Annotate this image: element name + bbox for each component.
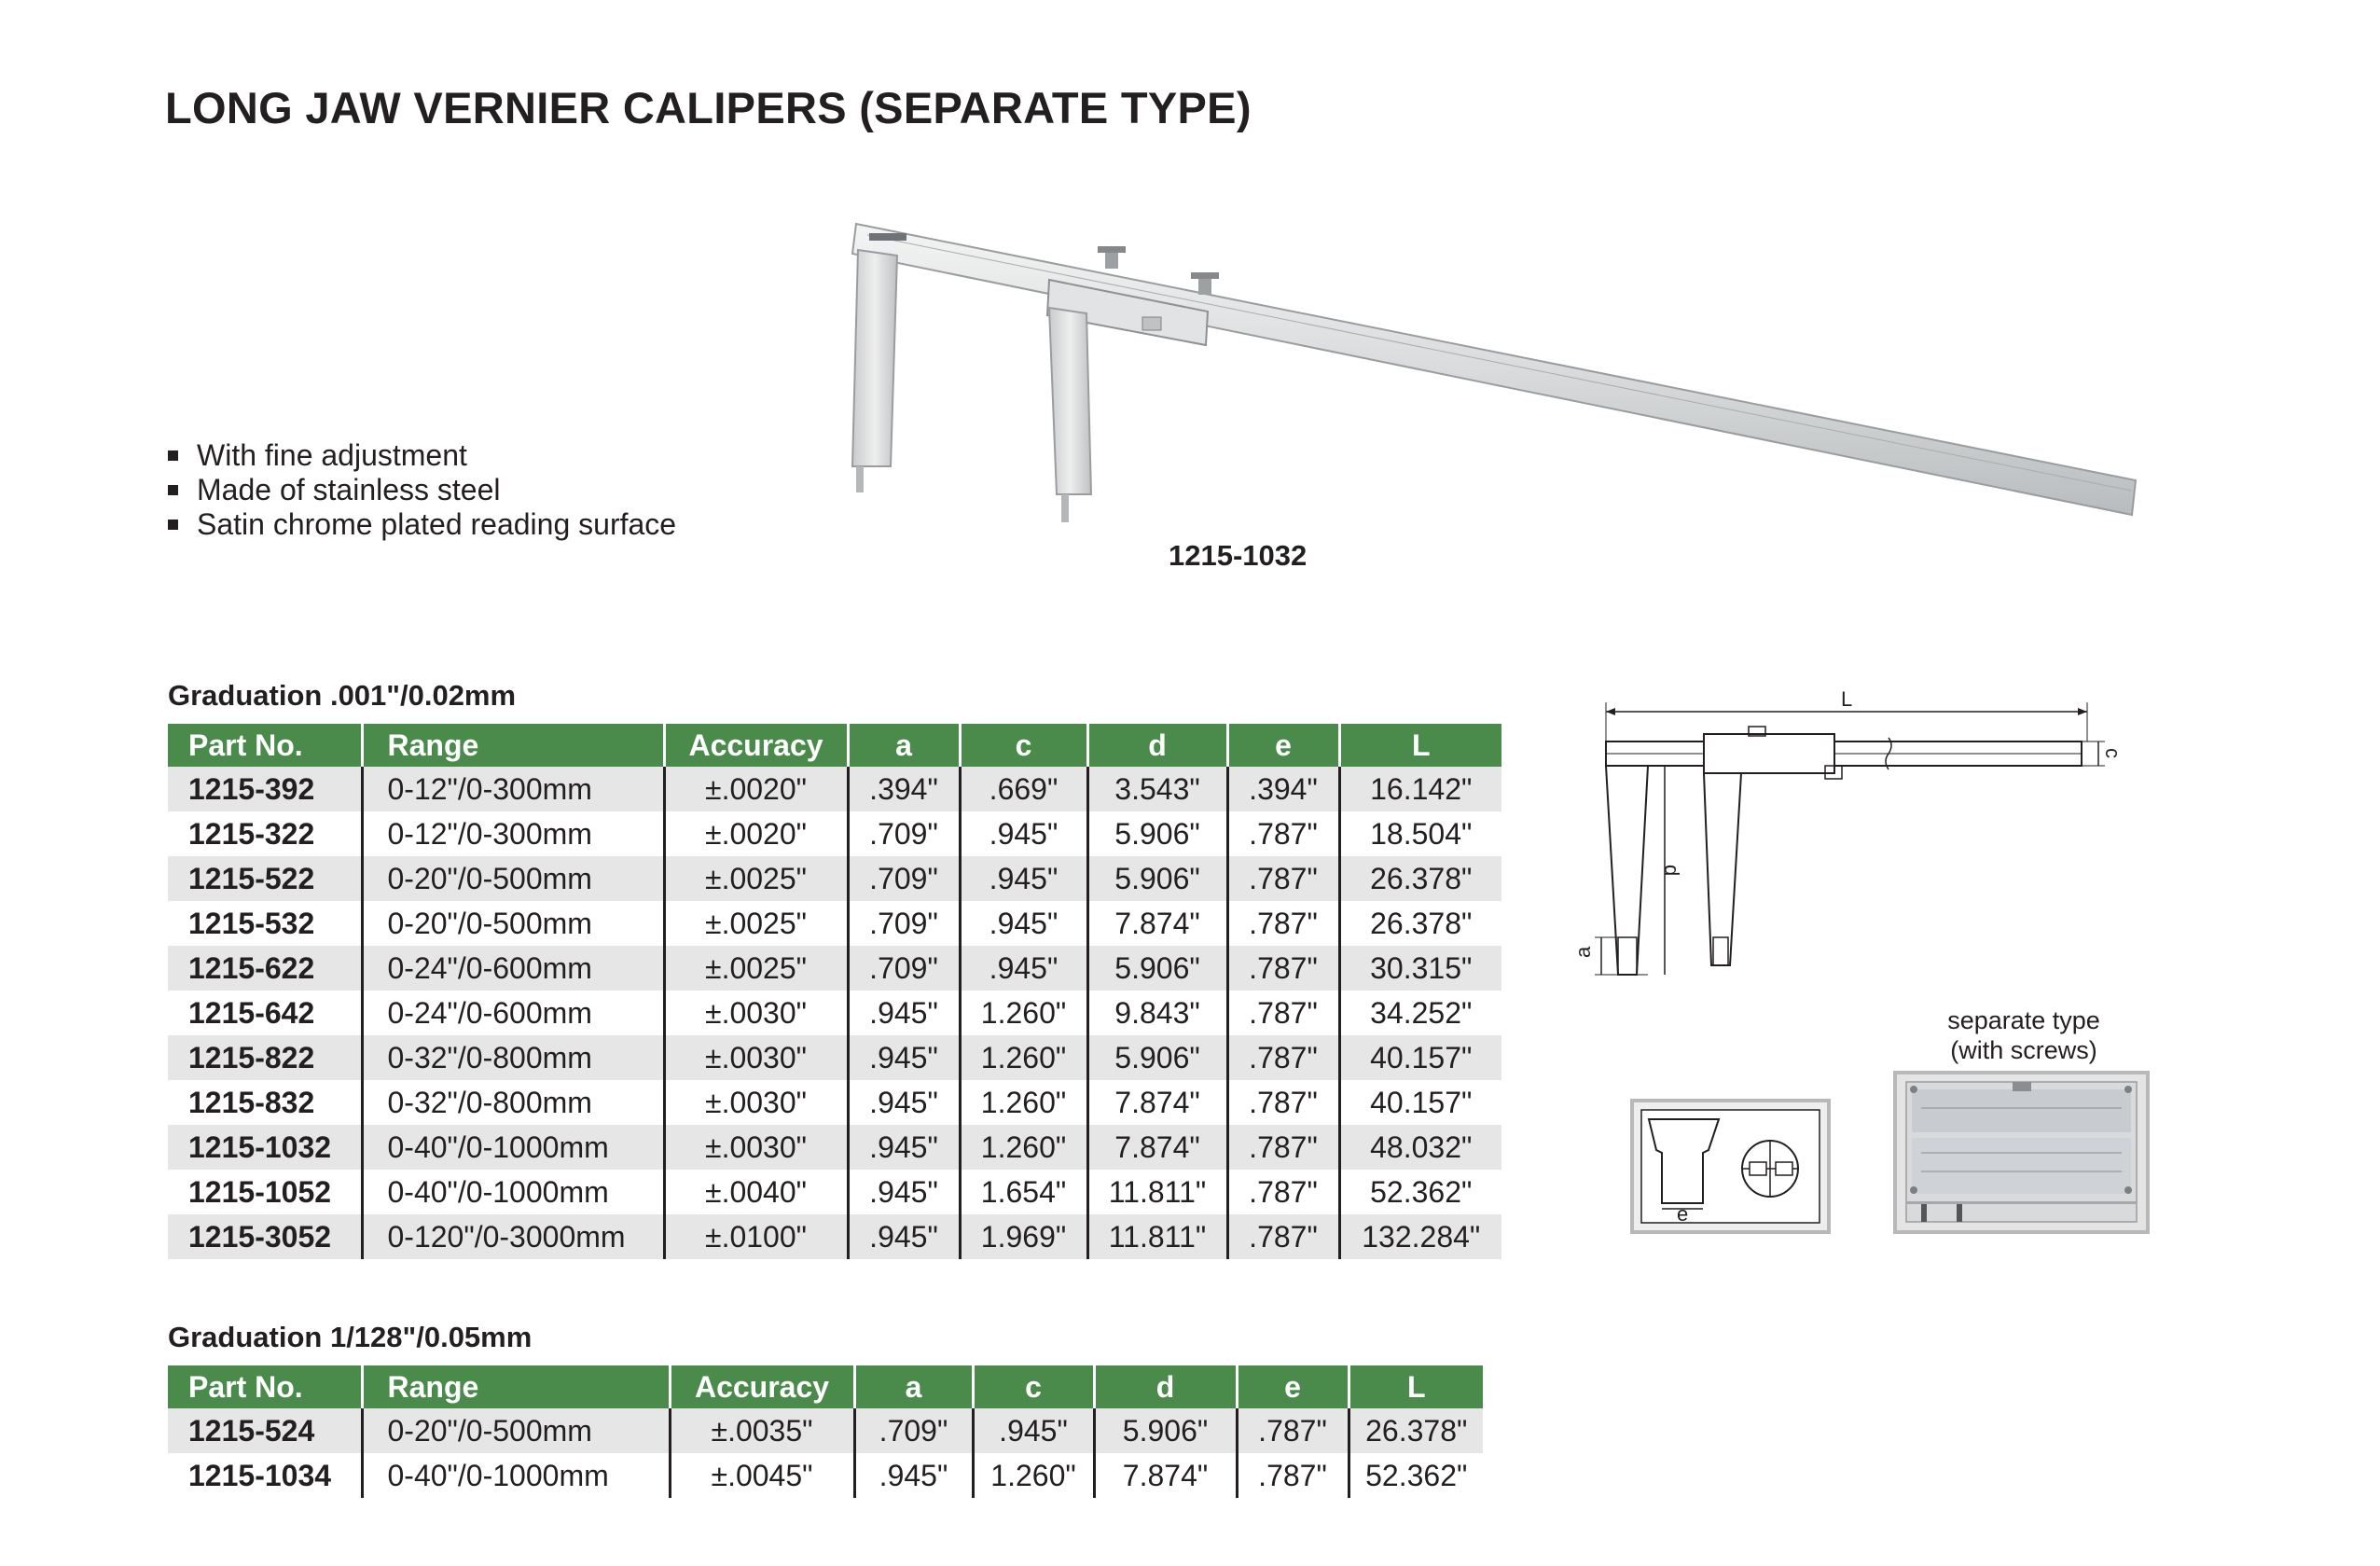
table-row bbox=[168, 1453, 1483, 1498]
accuracy-cell: ±.0030" bbox=[664, 1125, 848, 1170]
dimension-diagram bbox=[1571, 686, 2131, 993]
a-cell: .945" bbox=[848, 991, 960, 1035]
col-header: Range bbox=[362, 1365, 670, 1408]
l-cell: 34.252" bbox=[1339, 991, 1501, 1035]
dim-label-d: d bbox=[1660, 865, 1683, 877]
part-no-cell: 1215-524 bbox=[168, 1408, 362, 1453]
feature-item: Made of stainless steel bbox=[168, 473, 676, 507]
c-cell: 1.260" bbox=[960, 1080, 1087, 1125]
range-cell: 0-24"/0-600mm bbox=[362, 946, 664, 991]
l-cell: 132.284" bbox=[1339, 1214, 1501, 1259]
table-row bbox=[168, 767, 1501, 811]
a-cell: .709" bbox=[848, 856, 960, 901]
accuracy-cell: ±.0100" bbox=[664, 1214, 848, 1259]
table-body bbox=[168, 1408, 1483, 1498]
l-cell: 52.362" bbox=[1339, 1170, 1501, 1214]
range-cell: 0-24"/0-600mm bbox=[362, 991, 664, 1035]
a-cell: .394" bbox=[848, 767, 960, 811]
range-cell: 0-12"/0-300mm bbox=[362, 767, 664, 811]
part-no-cell: 1215-1034 bbox=[168, 1453, 362, 1498]
c-cell: 1.260" bbox=[960, 1035, 1087, 1080]
col-header: e bbox=[1237, 1365, 1349, 1408]
accuracy-cell: ±.0045" bbox=[670, 1453, 854, 1498]
separate-type-caption: separate type (with screws) bbox=[1947, 1006, 2100, 1064]
col-header: c bbox=[973, 1365, 1094, 1408]
e-cell: .787" bbox=[1227, 1214, 1339, 1259]
col-header: L bbox=[1349, 1365, 1483, 1408]
part-no-cell: 1215-1032 bbox=[168, 1125, 362, 1170]
spec-table-graduation-128 bbox=[168, 1365, 1483, 1498]
part-no-cell: 1215-622 bbox=[168, 946, 362, 991]
l-cell: 16.142" bbox=[1339, 767, 1501, 811]
accuracy-cell: ±.0030" bbox=[664, 1080, 848, 1125]
part-no-cell: 1215-3052 bbox=[168, 1214, 362, 1259]
d-cell: 7.874" bbox=[1087, 901, 1227, 946]
l-cell: 40.157" bbox=[1339, 1035, 1501, 1080]
table-row bbox=[168, 1170, 1501, 1214]
accuracy-cell: ±.0025" bbox=[664, 946, 848, 991]
e-cell: .787" bbox=[1227, 901, 1339, 946]
table-row bbox=[168, 991, 1501, 1035]
part-no-cell: 1215-822 bbox=[168, 1035, 362, 1080]
part-no-cell: 1215-832 bbox=[168, 1080, 362, 1125]
dim-label-a: a bbox=[1571, 946, 1595, 958]
a-cell: .709" bbox=[848, 946, 960, 991]
table-row bbox=[168, 1080, 1501, 1125]
a-cell: .945" bbox=[848, 1125, 960, 1170]
dim-label-L: L bbox=[1841, 687, 1853, 711]
d-cell: 5.906" bbox=[1087, 1035, 1227, 1080]
c-cell: 1.969" bbox=[960, 1214, 1087, 1259]
table-header-row bbox=[168, 724, 1501, 767]
a-cell: .945" bbox=[848, 1080, 960, 1125]
range-cell: 0-12"/0-300mm bbox=[362, 811, 664, 856]
feature-list bbox=[168, 438, 676, 542]
table-row bbox=[168, 811, 1501, 856]
a-cell: .709" bbox=[848, 901, 960, 946]
c-cell: 1.654" bbox=[960, 1170, 1087, 1214]
c-cell: .945" bbox=[973, 1408, 1094, 1453]
feature-item: With fine adjustment bbox=[168, 438, 676, 473]
e-cell: .787" bbox=[1227, 1125, 1339, 1170]
c-cell: .669" bbox=[960, 767, 1087, 811]
part-no-cell: 1215-322 bbox=[168, 811, 362, 856]
col-header: a bbox=[854, 1365, 973, 1408]
d-cell: 11.811" bbox=[1087, 1214, 1227, 1259]
e-cell: .787" bbox=[1227, 991, 1339, 1035]
a-cell: .709" bbox=[848, 811, 960, 856]
dim-label-c: c bbox=[2101, 748, 2124, 758]
col-header: Range bbox=[362, 724, 664, 767]
graduation-title: Graduation 1/128"/0.05mm bbox=[168, 1321, 533, 1353]
a-cell: .945" bbox=[848, 1170, 960, 1214]
spec-table-graduation-001 bbox=[168, 724, 1501, 1259]
accuracy-cell: ±.0020" bbox=[664, 811, 848, 856]
range-cell: 0-20"/0-500mm bbox=[362, 1408, 670, 1453]
table-header-row bbox=[168, 1365, 1483, 1408]
table-row bbox=[168, 1408, 1483, 1453]
accuracy-cell: ±.0025" bbox=[664, 856, 848, 901]
jaw-tip-detail bbox=[1630, 1099, 1831, 1234]
col-header: d bbox=[1094, 1365, 1237, 1408]
bullet-icon bbox=[168, 520, 178, 530]
l-cell: 40.157" bbox=[1339, 1080, 1501, 1125]
graduation-title: Graduation .001"/0.02mm bbox=[168, 679, 517, 712]
c-cell: .945" bbox=[960, 856, 1087, 901]
e-cell: .787" bbox=[1227, 1080, 1339, 1125]
col-header: d bbox=[1087, 724, 1227, 767]
range-cell: 0-40"/0-1000mm bbox=[362, 1170, 664, 1214]
table-row bbox=[168, 1125, 1501, 1170]
l-cell: 26.378" bbox=[1339, 856, 1501, 901]
e-cell: .787" bbox=[1237, 1453, 1349, 1498]
bullet-icon bbox=[168, 485, 178, 495]
l-cell: 26.378" bbox=[1349, 1408, 1483, 1453]
a-cell: .945" bbox=[848, 1214, 960, 1259]
a-cell: .945" bbox=[854, 1453, 973, 1498]
e-cell: .787" bbox=[1227, 856, 1339, 901]
col-header: c bbox=[960, 724, 1087, 767]
col-header: L bbox=[1339, 724, 1501, 767]
l-cell: 18.504" bbox=[1339, 811, 1501, 856]
table-row bbox=[168, 1214, 1501, 1259]
range-cell: 0-40"/0-1000mm bbox=[362, 1453, 670, 1498]
part-no-cell: 1215-392 bbox=[168, 767, 362, 811]
e-cell: .394" bbox=[1227, 767, 1339, 811]
accuracy-cell: ±.0035" bbox=[670, 1408, 854, 1453]
d-cell: 7.874" bbox=[1087, 1125, 1227, 1170]
d-cell: 3.543" bbox=[1087, 767, 1227, 811]
c-cell: 1.260" bbox=[960, 991, 1087, 1035]
c-cell: .945" bbox=[960, 901, 1087, 946]
range-cell: 0-32"/0-800mm bbox=[362, 1035, 664, 1080]
d-cell: 9.843" bbox=[1087, 991, 1227, 1035]
table-body bbox=[168, 767, 1501, 1259]
d-cell: 7.874" bbox=[1094, 1453, 1237, 1498]
col-header: Part No. bbox=[168, 1365, 362, 1408]
d-cell: 5.906" bbox=[1087, 946, 1227, 991]
part-no-cell: 1215-642 bbox=[168, 991, 362, 1035]
range-cell: 0-32"/0-800mm bbox=[362, 1080, 664, 1125]
col-header: a bbox=[848, 724, 960, 767]
accuracy-cell: ±.0025" bbox=[664, 901, 848, 946]
l-cell: 48.032" bbox=[1339, 1125, 1501, 1170]
a-cell: .709" bbox=[854, 1408, 973, 1453]
bullet-icon bbox=[168, 450, 178, 461]
e-cell: .787" bbox=[1227, 946, 1339, 991]
part-no-cell: 1215-522 bbox=[168, 856, 362, 901]
part-no-cell: 1215-532 bbox=[168, 901, 362, 946]
separate-type-photo bbox=[1893, 1071, 2150, 1234]
photo-model-label: 1215-1032 bbox=[1169, 539, 1308, 572]
d-cell: 5.906" bbox=[1087, 856, 1227, 901]
table-row bbox=[168, 946, 1501, 991]
table-row bbox=[168, 901, 1501, 946]
e-cell: .787" bbox=[1237, 1408, 1349, 1453]
c-cell: .945" bbox=[960, 946, 1087, 991]
col-header: e bbox=[1227, 724, 1339, 767]
table-row bbox=[168, 856, 1501, 901]
accuracy-cell: ±.0030" bbox=[664, 991, 848, 1035]
l-cell: 30.315" bbox=[1339, 946, 1501, 991]
accuracy-cell: ±.0030" bbox=[664, 1035, 848, 1080]
c-cell: .945" bbox=[960, 811, 1087, 856]
e-cell: .787" bbox=[1227, 1035, 1339, 1080]
feature-item: Satin chrome plated reading surface bbox=[168, 507, 676, 542]
col-header: Part No. bbox=[168, 724, 362, 767]
e-cell: .787" bbox=[1227, 1170, 1339, 1214]
caliper-photo bbox=[839, 215, 2145, 532]
range-cell: 0-20"/0-500mm bbox=[362, 901, 664, 946]
l-cell: 52.362" bbox=[1349, 1453, 1483, 1498]
page-title: LONG JAW VERNIER CALIPERS (SEPARATE TYPE) bbox=[165, 83, 1252, 132]
l-cell: 26.378" bbox=[1339, 901, 1501, 946]
a-cell: .945" bbox=[848, 1035, 960, 1080]
dim-label-e: e bbox=[1677, 1202, 1689, 1226]
accuracy-cell: ±.0040" bbox=[664, 1170, 848, 1214]
col-header: Accuracy bbox=[670, 1365, 854, 1408]
c-cell: 1.260" bbox=[960, 1125, 1087, 1170]
range-cell: 0-20"/0-500mm bbox=[362, 856, 664, 901]
part-no-cell: 1215-1052 bbox=[168, 1170, 362, 1214]
col-header: Accuracy bbox=[664, 724, 848, 767]
d-cell: 11.811" bbox=[1087, 1170, 1227, 1214]
accuracy-cell: ±.0020" bbox=[664, 767, 848, 811]
d-cell: 7.874" bbox=[1087, 1080, 1227, 1125]
d-cell: 5.906" bbox=[1087, 811, 1227, 856]
d-cell: 5.906" bbox=[1094, 1408, 1237, 1453]
range-cell: 0-40"/0-1000mm bbox=[362, 1125, 664, 1170]
table-row bbox=[168, 1035, 1501, 1080]
c-cell: 1.260" bbox=[973, 1453, 1094, 1498]
e-cell: .787" bbox=[1227, 811, 1339, 856]
range-cell: 0-120"/0-3000mm bbox=[362, 1214, 664, 1259]
